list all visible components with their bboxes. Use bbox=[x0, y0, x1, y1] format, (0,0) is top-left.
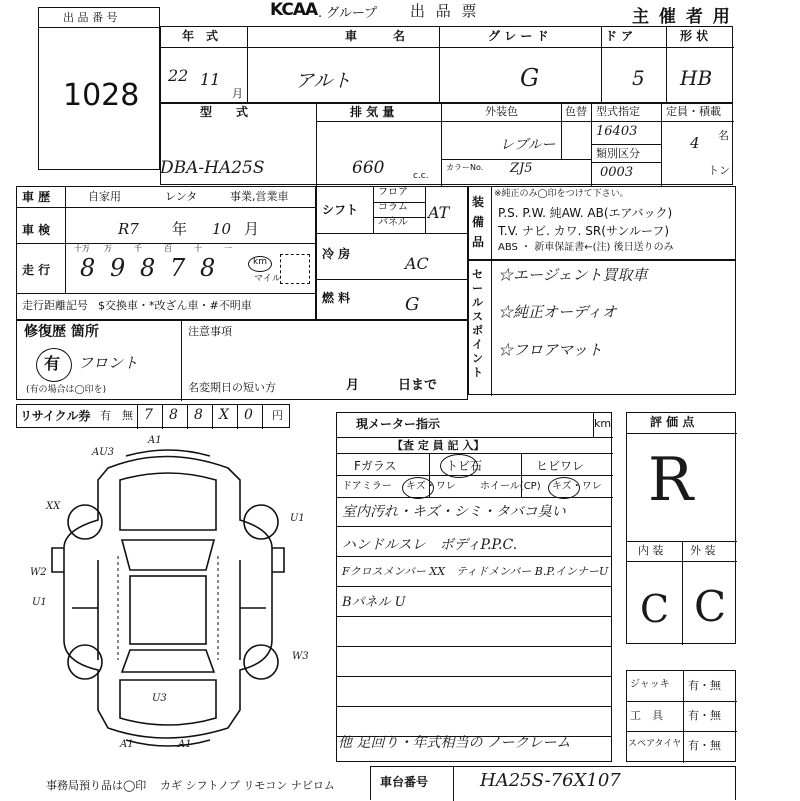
year-label: 年 式 bbox=[182, 29, 219, 43]
equipment-note: ※純正のみ◯印をつけて下さい。 bbox=[494, 189, 629, 199]
mileage-unit-2: 千 bbox=[134, 244, 142, 253]
record-label: 走行距離記号 bbox=[22, 299, 88, 312]
diagram-mark-1: AU3 bbox=[92, 447, 115, 458]
recycle-digit-3: X bbox=[219, 407, 229, 423]
equipment-label: 装備品 bbox=[472, 195, 485, 249]
ac-label: 冷 房 bbox=[322, 247, 351, 261]
grade-value: G bbox=[520, 64, 540, 92]
shape-value: HB bbox=[680, 66, 713, 90]
history-label: 車 歴 bbox=[22, 190, 51, 204]
name-change-month: 月 bbox=[346, 378, 360, 393]
door-label: ド ア bbox=[605, 29, 634, 43]
sales-point-3: ☆フロアマット bbox=[498, 341, 603, 359]
inspector-note-2: ハンドルスレ ボディP.P.C. bbox=[342, 537, 518, 553]
mirror-kizu-label: キズ・ワレ bbox=[406, 481, 456, 492]
form-title: 出 品 票 bbox=[410, 2, 480, 20]
sales-point-label: セールスポイント bbox=[472, 268, 483, 379]
header-group: . グループ bbox=[318, 6, 378, 21]
color-code-label: カラーNo. bbox=[446, 163, 484, 172]
recycle-none: 無 bbox=[122, 409, 133, 422]
ruled-line bbox=[336, 556, 612, 557]
mileage-unit-5: 一 bbox=[224, 244, 232, 253]
capacity-value: 4 bbox=[690, 134, 700, 152]
interior-value: C bbox=[640, 587, 670, 631]
color-code-value: ZJ5 bbox=[510, 161, 533, 176]
displacement-value: 660 bbox=[352, 158, 385, 178]
diagram-mark-3: XX bbox=[46, 501, 61, 512]
attention-label: 注意事項 bbox=[188, 325, 232, 338]
mirror-label: ドアミラー bbox=[342, 481, 392, 492]
meter-label: 現メーター指示 bbox=[356, 417, 441, 431]
interior-label: 内 装 bbox=[638, 544, 664, 557]
color-label: 外装色 bbox=[485, 105, 518, 118]
ruled-line bbox=[336, 526, 612, 527]
hibi-label: ヒビワレ bbox=[536, 459, 585, 473]
recycle-label: リサイクル券 bbox=[20, 409, 91, 423]
inspection-year-unit: 年 bbox=[172, 220, 188, 238]
equipment-row3: ABS ・ 新車保証書←(注) 後日送りのみ bbox=[498, 242, 674, 253]
car-name-label: 車 名 bbox=[345, 29, 406, 43]
capacity-unit: 名 bbox=[718, 129, 729, 142]
shift-label: シフト bbox=[322, 203, 359, 217]
recycle-digit-4: 0 bbox=[244, 407, 253, 423]
mileage-unit-1: 万 bbox=[104, 244, 112, 253]
inspector-note-1: 室内汚れ・キズ・シミ・タバコ臭い bbox=[342, 504, 566, 520]
office-items: カギ シフトノブ リモコン ナビロム bbox=[160, 779, 335, 792]
mileage-unit-3: 百 bbox=[164, 244, 172, 253]
exterior-value: C bbox=[694, 582, 727, 631]
displacement-label: 排 気 量 bbox=[350, 105, 395, 119]
displacement-unit: c.c. bbox=[413, 171, 429, 181]
model-value: DBA-HA25S bbox=[160, 158, 265, 178]
model-label: 型 式 bbox=[200, 105, 249, 119]
diagram-mark-10: A1 bbox=[178, 739, 192, 750]
chassis-value: HA25S-76X107 bbox=[480, 770, 621, 791]
door-value: 5 bbox=[632, 66, 645, 90]
repair-location: フロント bbox=[78, 354, 139, 372]
ruled-line bbox=[336, 676, 612, 677]
name-change-day: 日まで bbox=[398, 378, 438, 393]
office-items-label: 事務局預り品は◯印 bbox=[46, 779, 147, 792]
class-label: 類別区分 bbox=[596, 147, 640, 160]
inspector-footer: 他 足回り・年式相当の ノークレーム bbox=[338, 735, 571, 751]
inspection-month-unit: 月 bbox=[244, 220, 260, 238]
lot-number-label: 出 品 番 号 bbox=[63, 11, 118, 24]
inspection-value: R7 bbox=[118, 220, 139, 238]
glass-label: Fガラス bbox=[354, 459, 397, 473]
fuel-label: 燃 料 bbox=[322, 291, 351, 305]
car-name-value: アルト bbox=[295, 70, 352, 92]
mileage-digit-4: 8 bbox=[200, 254, 216, 282]
mileage-label: 走 行 bbox=[22, 263, 51, 277]
ton-unit: トン bbox=[708, 164, 730, 177]
ruled-line bbox=[336, 706, 612, 707]
color-value: レブルー bbox=[500, 137, 556, 153]
inspector-ruled-lines bbox=[336, 496, 612, 762]
diagram-mark-7: W3 bbox=[292, 651, 309, 662]
inspector-note-3: Fクロスメンバー XX ティドメンバー B.P.インナーU bbox=[342, 565, 609, 578]
shift-floor: フロア bbox=[378, 187, 408, 198]
type-designation-value: 16403 bbox=[596, 124, 638, 139]
chassis-label: 車台番号 bbox=[380, 775, 429, 789]
diagram-mark-4: W2 bbox=[30, 567, 47, 578]
type-designation-label: 型式指定 bbox=[596, 105, 640, 118]
exterior-label: 外 装 bbox=[690, 544, 716, 557]
ruled-line bbox=[336, 616, 612, 617]
score-value: R bbox=[648, 445, 694, 515]
ac-value: AC bbox=[405, 254, 429, 273]
wheel-kizu-label: キズ・ワレ bbox=[552, 481, 602, 492]
shift-column: コラム bbox=[378, 202, 408, 213]
diagram-mark-6: U1 bbox=[290, 513, 305, 524]
repair-value: 有 bbox=[44, 354, 61, 373]
shift-panel: パネル bbox=[378, 217, 408, 228]
recycle-digit-2: 8 bbox=[194, 407, 203, 423]
recycle-digit-0: 7 bbox=[144, 407, 153, 423]
spare-label: スペアタイヤ bbox=[628, 739, 682, 749]
tools-label: 工 具 bbox=[630, 709, 663, 722]
repair-label: 修復歴 箇所 bbox=[24, 324, 99, 340]
mileage-unit-0: 十万 bbox=[74, 244, 90, 253]
mileage-digit-2: 8 bbox=[140, 254, 156, 282]
sales-point-1: ☆エージェント買取車 bbox=[498, 266, 648, 284]
fuel-value: G bbox=[405, 294, 420, 315]
history-opt2: レンタ bbox=[165, 190, 198, 203]
shape-label: 形 状 bbox=[680, 29, 709, 43]
diagram-mark-8: U3 bbox=[152, 693, 167, 704]
mile-label: マイル bbox=[254, 274, 281, 284]
lot-number: 1028 bbox=[63, 78, 140, 113]
month-value: 11 bbox=[200, 70, 221, 89]
month-unit: 月 bbox=[232, 87, 243, 100]
ruled-line bbox=[336, 646, 612, 647]
recycle-yen: 円 bbox=[272, 409, 283, 422]
mileage-digit-3: 7 bbox=[170, 254, 186, 282]
header-logo: KCAA bbox=[270, 0, 318, 20]
record-options: $交換車・*改ざん車・#不明車 bbox=[98, 299, 252, 312]
diagram-mark-2: A1 bbox=[148, 435, 162, 446]
tobi-label: トビ石 bbox=[446, 459, 483, 473]
tools-options: 有・無 bbox=[688, 709, 721, 722]
equipment-row2: T.V. ナビ. カワ. SR(サンルーフ) bbox=[498, 224, 670, 238]
equipment-row1: P.S. P.W. 純AW. AB(エアバック) bbox=[498, 206, 673, 220]
inspection-label: 車 検 bbox=[22, 223, 51, 237]
color-change-label: 色替 bbox=[565, 105, 587, 118]
capacity-label: 定員・積載 bbox=[666, 105, 721, 118]
grade-label: グ レ ー ド bbox=[488, 29, 549, 43]
recycle-have: 有 bbox=[100, 409, 111, 422]
diagram-mark-5: U1 bbox=[32, 597, 47, 608]
mileage-digit-0: 8 bbox=[80, 254, 96, 282]
name-change-label: 名変期日の短い方 bbox=[188, 381, 276, 394]
sales-point-2: ☆純正オーディオ bbox=[498, 303, 617, 321]
usage-label: 主 催 者 用 bbox=[632, 7, 732, 27]
inspector-note-4: Bパネル U bbox=[342, 595, 406, 610]
mileage-unit-4: 十 bbox=[194, 244, 202, 253]
wheel-label: ホイール(CP) bbox=[480, 481, 541, 492]
jack-options: 有・無 bbox=[688, 679, 721, 692]
history-opt1: 自家用 bbox=[88, 190, 121, 203]
shift-value: AT bbox=[428, 203, 450, 222]
repair-note: (有の場合は◯印を) bbox=[26, 385, 107, 395]
spare-options: 有・無 bbox=[688, 739, 721, 752]
meter-unit: km bbox=[594, 417, 612, 430]
class-value: 0003 bbox=[600, 165, 634, 180]
score-label: 評 価 点 bbox=[650, 415, 695, 429]
history-opt3: 事業,営業車 bbox=[230, 190, 289, 203]
year-value: 22 bbox=[168, 66, 189, 85]
recycle-digit-1: 8 bbox=[169, 407, 178, 423]
jack-label: ジャッキ bbox=[630, 679, 670, 690]
inspector-header: 【査 定 員 記 入】 bbox=[392, 439, 485, 452]
diagram-mark-9: A1 bbox=[120, 739, 134, 750]
ruled-line bbox=[336, 586, 612, 587]
mileage-digit-1: 9 bbox=[110, 254, 126, 282]
inspection-month-value: 10 bbox=[212, 220, 232, 238]
km-label: km bbox=[253, 257, 267, 267]
